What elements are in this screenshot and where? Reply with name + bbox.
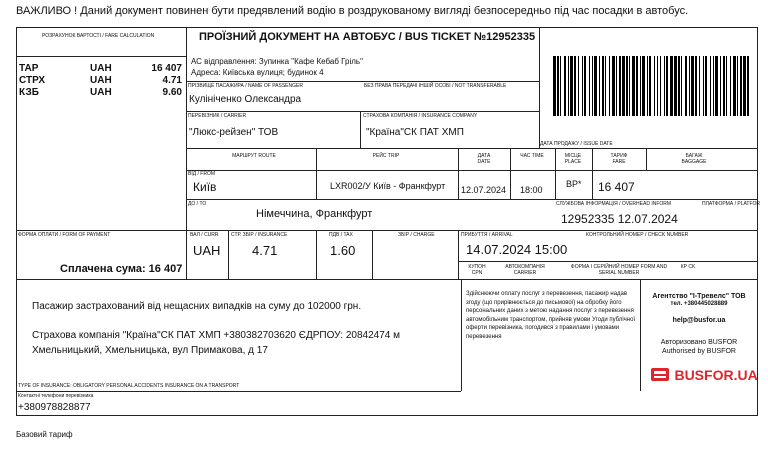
place-header: МІСЦЕ PLACE	[564, 153, 582, 165]
fare-value: 16 407	[598, 180, 635, 194]
contact-phone: +380978828877	[18, 402, 91, 413]
insurance-company-caption: СТРАХОВА КОМПАНІЯ / INSURANCE COMPANY	[363, 113, 478, 119]
barcode-bar	[670, 56, 673, 116]
barcode-bar	[602, 56, 604, 116]
barcode-bar	[560, 56, 561, 116]
departure-address: Адреса: Київська вулиця; будинок 4	[191, 68, 324, 77]
fare-code: СТРХ	[19, 75, 46, 86]
departure-date: 12.07.2024	[461, 185, 507, 195]
barcode-bar	[664, 56, 665, 116]
charge-caption: ЗБІР / CHARGE	[398, 232, 435, 238]
barcode-bar	[619, 56, 621, 116]
barcode-bar	[743, 56, 746, 116]
fare-amount: 4.71	[162, 75, 182, 86]
barcode-bar	[695, 56, 697, 116]
barcode-bar	[681, 56, 682, 116]
barcode-bar	[685, 56, 687, 116]
payment-currency: UAH	[193, 243, 221, 258]
barcode-bar	[592, 56, 593, 116]
barcode-bar	[737, 56, 738, 116]
insurance-company-name: "Країна"СК ПАТ ХМП	[366, 127, 464, 138]
barcode-bar	[622, 56, 625, 116]
barcode-bar	[636, 56, 638, 116]
authorized-ua: Авторизовано BUSFOR	[660, 339, 738, 346]
fare-code: ТАР	[19, 63, 39, 74]
bus-icon	[650, 366, 670, 384]
barcode-bar	[553, 56, 556, 116]
barcode-bar	[557, 56, 559, 116]
currency-caption: ВАЛ / CURR	[190, 232, 219, 238]
agent-phone: тел. +380445028889	[670, 301, 728, 307]
trip-number: LXR002/У Київ - Франкфурт	[330, 181, 446, 191]
to-city: Німеччина, Франкфурт	[256, 208, 373, 220]
barcode-bar	[723, 56, 725, 116]
carrier-name: "Люкс-рейзен" ТОВ	[189, 127, 279, 138]
form-serial-header: ФОРМА І СЕРІЙНИЙ НОМЕР FORM AND SERIAL NUMBER	[570, 264, 668, 276]
fare-amount: 16 407	[151, 63, 182, 74]
barcode-bar	[629, 56, 630, 116]
barcode-bar	[730, 56, 731, 116]
fare-calc-caption: РОЗРАХУНОК ВАРТОСТІ / FARE CALCULATION	[42, 33, 155, 39]
barcode-bar	[568, 56, 569, 116]
barcode-bar	[589, 56, 590, 116]
date-header: ДАТА DATE	[477, 153, 491, 165]
busfor-logo-text: BUSFOR.UA	[674, 367, 758, 383]
tax-caption: ПДВ / TAX	[329, 232, 353, 238]
barcode-bar	[689, 56, 690, 116]
barcode-bar	[705, 56, 707, 116]
baggage-header: БАГАЖ BAGGAGE	[681, 153, 707, 165]
issue-date-caption: ДАТА ПРОДАЖУ / ISSUE DATE	[540, 141, 613, 147]
insurance-fee-caption: СТР. ЗБІР / INSURANCE	[231, 232, 288, 238]
barcode-bar	[678, 56, 680, 116]
route-header: МАРШРУТ ROUTE	[232, 153, 276, 159]
insurance-notice: Пасажир застрахований від нещасних випадків на суму до 102000 грн.	[32, 301, 362, 312]
ticket-title: ПРОЇЗНИЙ ДОКУМЕНТ НА АВТОБУС / BUS TICKET №12952335	[199, 31, 536, 43]
barcode-bar	[584, 56, 586, 116]
payment-form-caption: ФОРМА ОПЛАТИ / FORM OF PAYMENT	[18, 232, 111, 238]
tax-amount: 1.60	[330, 243, 356, 258]
barcode-bar	[666, 56, 668, 116]
barcode-bar	[740, 56, 742, 116]
barcode-bar	[726, 56, 727, 116]
insurance-type-caption: TYPE OF INSURANCE: OBLIGATORY PERSONAL ACCIDENTS INSURANCE ON A TRANSPORT	[18, 383, 240, 389]
barcode-bar	[647, 56, 648, 116]
fare-header: ТАРИФ FARE	[610, 153, 628, 165]
arrival-caption: ПРИБУТТЯ / ARRIVAL	[461, 232, 513, 238]
barcode-bar	[720, 56, 721, 116]
barcode-bar	[654, 56, 655, 116]
barcode-bar	[715, 56, 718, 116]
time-header: ЧАС TIME	[520, 153, 544, 159]
check-number-caption: КОНТРОЛЬНИЙ НОМЕР / CHECK NUMBER	[586, 232, 689, 238]
barcode-bar	[660, 56, 661, 116]
barcode-bar	[570, 56, 573, 116]
to-caption: ДО / TO	[188, 201, 207, 207]
paid-amount: Сплачена сума: 16 407	[60, 263, 183, 275]
fare-currency: UAH	[90, 87, 112, 98]
barcode-bar	[582, 56, 583, 116]
departure-station: АС відправлення: Зупинка "Кафе Кебаб Гріль"	[191, 57, 363, 66]
barcode-bar	[703, 56, 704, 116]
barcode-bar	[642, 56, 645, 116]
from-caption: ВІД / FROM	[188, 171, 215, 177]
seat-place: ВР*	[566, 179, 582, 189]
fare-amount: 9.60	[162, 87, 182, 98]
barcode-bar	[578, 56, 579, 116]
barcode-bar	[657, 56, 658, 116]
ck-header: КР CK	[680, 264, 696, 270]
barcode-bar	[691, 56, 694, 116]
insurance-company-details: Страхова компанія "Країна"СК ПАТ ХМП +380382703620 ЄДРПОУ: 20842474 м Хмельницький, Хмельницька, вул Примакова, д 17	[32, 330, 400, 356]
departure-time: 18:00	[520, 185, 543, 195]
contact-caption: Контактні телефони перевізника	[18, 393, 94, 399]
overhead-caption: СЛУЖБОВА ІНФОРМАЦІЯ / OVERHEAD INFORM	[556, 201, 672, 207]
tariff-label: Базовий тариф	[16, 430, 73, 439]
barcode-bar	[609, 56, 610, 116]
coupon-header: КУПОН CPN	[468, 264, 486, 276]
insurance-fee: 4.71	[252, 243, 278, 258]
important-notice: ВАЖЛИВО ! Даний документ повинен бути предявлений водію в роздрукованому вигляді безпосередньо під час посадки в автобус.	[16, 5, 689, 17]
passenger-caption: ПРІЗВИЩЕ ПАСАЖИРА / NAME OF PASSENGER	[188, 83, 303, 89]
barcode-bar	[599, 56, 600, 116]
barcode-bar	[674, 56, 677, 116]
barcode-bar	[710, 56, 711, 116]
barcode-bar	[713, 56, 714, 116]
carrier-caption: ПЕРЕВІЗНИК / CARRIER	[188, 113, 247, 119]
busfor-logo	[650, 366, 758, 384]
barcode-bar	[605, 56, 606, 116]
barcode-bar	[632, 56, 635, 116]
barcode-bar	[616, 56, 617, 116]
fare-code: КЗБ	[19, 87, 39, 98]
barcode-bar	[733, 56, 736, 116]
carrier-code-header: АВТОКОМПАНІЯ CARRIER	[505, 264, 545, 276]
agent-email: help@busfor.ua	[672, 317, 726, 324]
barcode-bar	[649, 56, 651, 116]
not-transferable-caption: БЕЗ ПРАВА ПЕРЕДАЧІ ІНШІЙ ОСОБІ / NOT TRANSFERABLE	[364, 83, 507, 89]
platform-caption: ПЛАТФОРМА / PLATFOR	[702, 201, 761, 207]
agent-name: Агентство "І-Тревелс" ТОВ	[652, 293, 746, 300]
trip-header: РЕЙС TRIP	[372, 153, 400, 159]
barcode-bar	[699, 56, 700, 116]
overhead-info: 12952335 12.07.2024	[561, 212, 678, 226]
fare-currency: UAH	[90, 63, 112, 74]
barcode-bar	[574, 56, 576, 116]
barcode-bar	[747, 56, 749, 116]
barcode-bar	[594, 56, 597, 116]
barcode-bar	[612, 56, 615, 116]
fare-currency: UAH	[90, 75, 112, 86]
barcode	[553, 56, 749, 116]
barcode-bar	[640, 56, 641, 116]
passenger-name: Кулініченко Олександра	[189, 94, 302, 105]
barcode-bar	[564, 56, 566, 116]
barcode-bar	[626, 56, 628, 116]
authorized-en: Authorised by BUSFOR	[662, 348, 736, 355]
arrival-datetime: 14.07.2024 15:00	[466, 242, 568, 257]
consent-text: Здійснюючи оплату послуг з перевезення, пасажир надав згоду (що прирівнюється до письмової) на обробку його персональних даних з метою надання послуг з перевезення автомобільним транспортом, прийняв умови Угоди публічної оферти перевізника, погодився з правилами і умовами перевезення	[466, 291, 636, 340]
from-city: Київ	[193, 180, 217, 194]
